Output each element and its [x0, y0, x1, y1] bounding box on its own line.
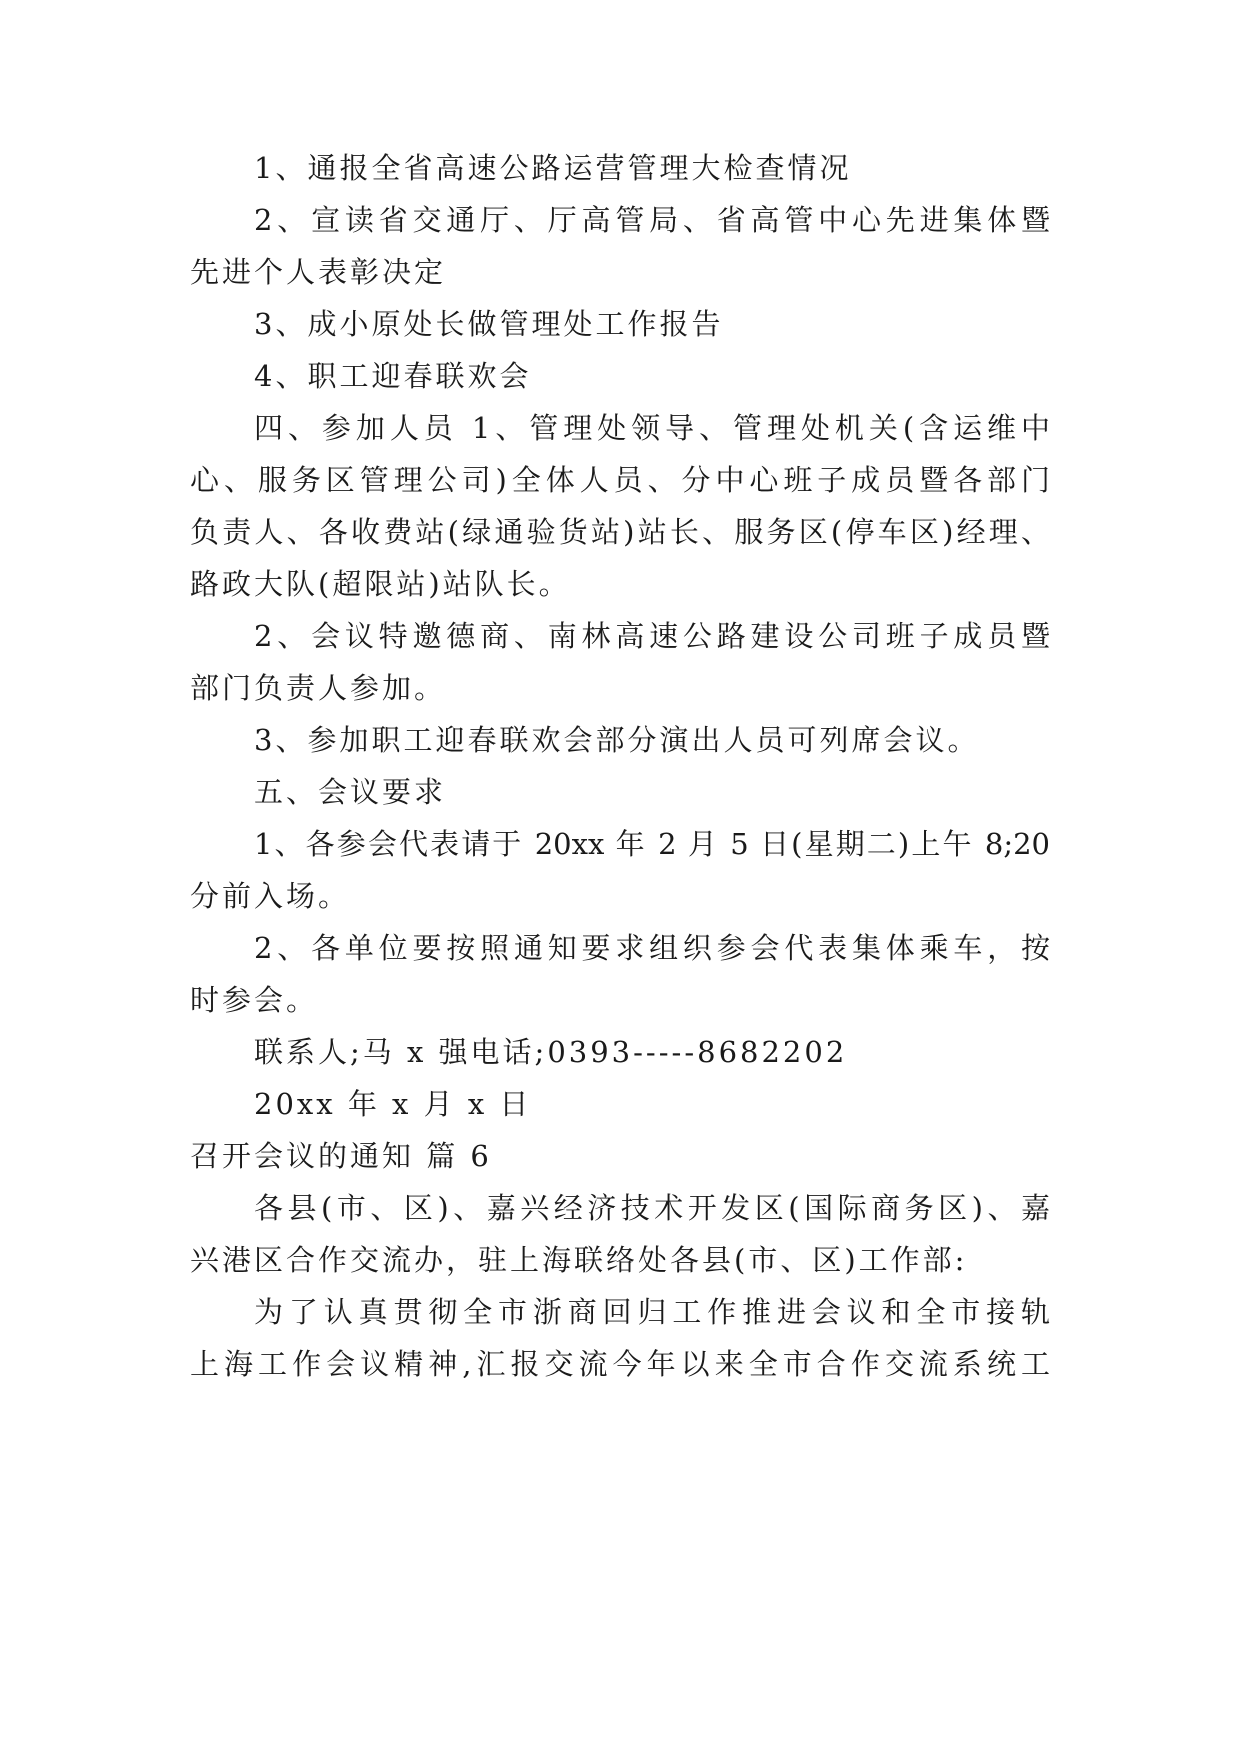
date-line: 20xx 年 x 月 x 日: [254, 1087, 532, 1121]
attendees-item-2-cont: 部门负责人参加。: [190, 671, 447, 705]
attendees-heading: 四、参加人员 1、管理处领导、管理处机关(含运维中: [254, 411, 1050, 445]
attendees-text: 路政大队(超限站)站队长。: [190, 567, 571, 601]
attendees-text: 心、服务区管理公司)全体人员、分中心班子成员暨各部门: [190, 463, 1050, 497]
section-title: 召开会议的通知 篇 6: [190, 1139, 492, 1173]
body-paragraph: 为了认真贯彻全市浙商回归工作推进会议和全市接轨: [254, 1295, 1050, 1329]
agenda-item-2-cont: 先进个人表彰决定: [190, 255, 447, 289]
requirement-item-2-cont: 时参会。: [190, 983, 319, 1017]
agenda-item-4: 4、职工迎春联欢会: [254, 359, 532, 393]
body-paragraph-cont: 上海工作会议精神,汇报交流今年以来全市合作交流系统工: [190, 1347, 1050, 1381]
requirement-item-1-cont: 分前入场。: [190, 879, 351, 913]
attendees-item-2: 2、会议特邀德商、南林高速公路建设公司班子成员暨: [254, 619, 1050, 653]
recipients-line: 各县(市、区)、嘉兴经济技术开发区(国际商务区)、嘉: [254, 1191, 1050, 1225]
requirement-item-2: 2、各单位要按照通知要求组织参会代表集体乘车，按: [254, 931, 1050, 965]
attendees-item-3: 3、参加职工迎春联欢会部分演出人员可列席会议。: [254, 723, 980, 757]
requirement-item-1: 1、各参会代表请于 20xx 年 2 月 5 日(星期二)上午 8;20: [254, 827, 1050, 861]
recipients-line-cont: 兴港区合作交流办，驻上海联络处各县(市、区)工作部:: [190, 1243, 968, 1277]
agenda-item-2: 2、宣读省交通厅、厅高管局、省高管中心先进集体暨: [254, 203, 1050, 237]
contact-line: 联系人;马 x 强电话;0393-----8682202: [254, 1035, 848, 1069]
requirements-heading: 五、会议要求: [254, 775, 447, 809]
agenda-item-3: 3、成小原处长做管理处工作报告: [254, 307, 724, 341]
agenda-item-1: 1、通报全省高速公路运营管理大检查情况: [254, 151, 852, 185]
attendees-text: 负责人、各收费站(绿通验货站)站长、服务区(停车区)经理、: [190, 515, 1050, 549]
